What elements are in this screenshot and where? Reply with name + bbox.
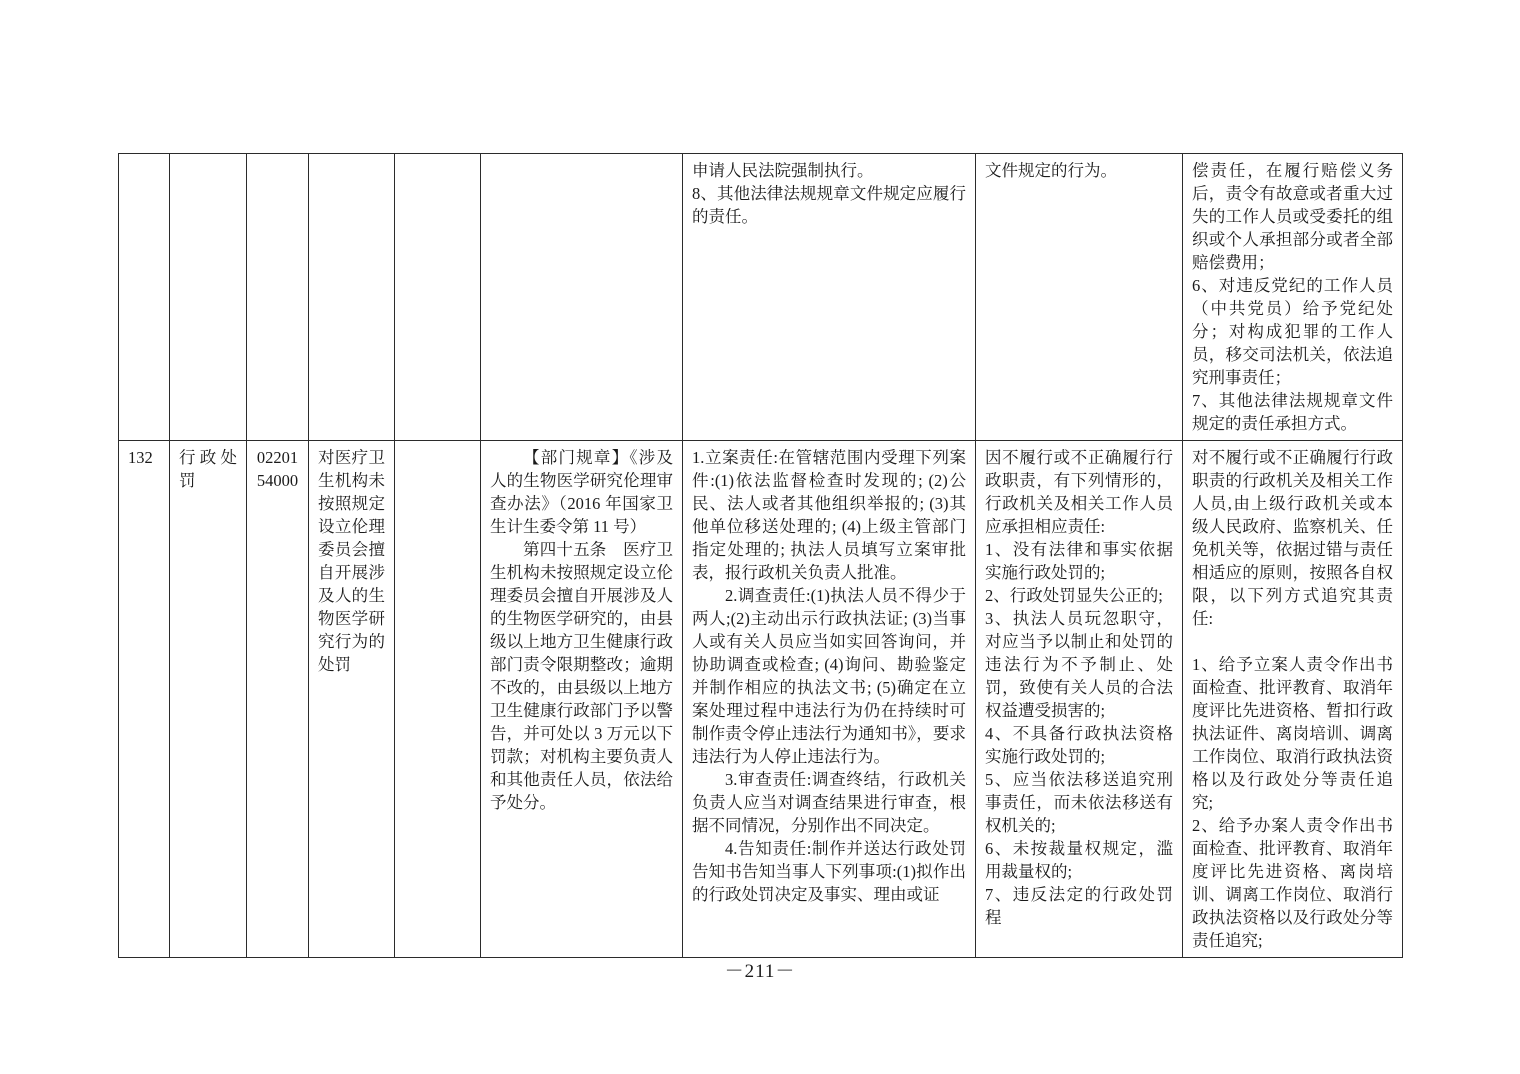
sequence-number-cell bbox=[119, 441, 170, 958]
empty-basis-cell bbox=[481, 154, 683, 441]
empty-code-cell bbox=[247, 154, 309, 441]
page-number: －211－ bbox=[724, 961, 796, 982]
paragraph: 第四十五条 医疗卫生机构未按照规定设立伦理委员会擅自开展涉及人的生物医学研究的，由县级以上地方卫生健康行政部门责令限期整改；逾期不改的，由县级以上地方卫生健康行政部门予以警告，并可处以 3 万元以下罚款；对机构主要负责人和其他责任人员，依法给予处分。 bbox=[490, 540, 673, 812]
paragraph: 3.审查责任:调查终结，行政机关负责人应当对调查结果进行审查，根据不同情况，分别作出不同决定。 bbox=[692, 770, 966, 835]
paragraph: 8、其他法律法规规章文件规定应履行的责任。 bbox=[692, 184, 966, 226]
paragraph: 3、执法人员玩忽职守，对应当予以制止和处罚的违法行为不予制止、处罚，致使有关人员的合法权益遭受损害的; bbox=[985, 609, 1173, 720]
paragraph: 1、给予立案人责令作出书面检查、批评教育、取消年度评比先进资格、暂扣行政执法证件、离岗培训、调离工作岗位、取消行政执法资格以及行政处分等责任追究; bbox=[1192, 655, 1393, 812]
empty-type-cell bbox=[170, 154, 247, 441]
paragraph: 6、未按裁量权规定，滥用裁量权的; bbox=[985, 839, 1173, 881]
legal-basis-cell bbox=[481, 441, 683, 958]
duty-cell bbox=[683, 441, 976, 958]
paragraph: 7、违反法定的行政处罚程 bbox=[985, 885, 1173, 927]
paragraph: 【部门规章】《涉及人的生物医学研究伦理审查办法》（2016 年国家卫生计生委令第 11 号） bbox=[490, 448, 673, 536]
sequence-number: 132 bbox=[128, 448, 153, 467]
paragraph: 1、没有法律和事实依据实施行政处罚的; bbox=[985, 540, 1173, 582]
paragraph: 2、行政处罚显失公正的; bbox=[985, 586, 1163, 605]
paragraph: 6、对违反党纪的工作人员（中共党员）给予党纪处分；对构成犯罪的工作人员，移交司法机关，依法追究刑事责任； bbox=[1192, 276, 1393, 387]
penalty-type: 行政处罚 bbox=[179, 448, 237, 490]
power-name: 对医疗卫生机构未按照规定设立伦理委员会擅自开展涉及人的生物医学研究行为的处罚 bbox=[318, 448, 385, 674]
paragraph: 偿责任，在履行赔偿义务后，责令有故意或者重大过失的工作人员或受委托的组织或个人承担部分或者全部赔偿费用； bbox=[1192, 161, 1393, 272]
paragraph: 对不履行或不正确履行行政职责的行政机关及相关工作人员,由上级行政机关或本级人民政府、监察机关、任免机关等，依据过错与责任相适应的原则，按照各自权限，以下列方式追究其责任: bbox=[1192, 448, 1393, 628]
empty-seq-cell bbox=[119, 154, 170, 441]
paragraph: 1.立案责任:在管辖范围内受理下列案件:(1)依法监督检查时发现的; (2)公民、法人或者其他组织举报的; (3)其他单位移送处理的; (4)上级主管部门指定处理的; 执法人员填写立案审批表，报行政机关负责人批准。 bbox=[692, 448, 966, 582]
empty-subitem-cell bbox=[395, 441, 481, 958]
power-name-cell bbox=[309, 441, 395, 958]
pursuit-cell-continuation bbox=[1183, 154, 1403, 441]
penalty-duty-table bbox=[118, 153, 1403, 958]
liability-cell-continuation bbox=[976, 154, 1183, 441]
power-code-cell bbox=[247, 441, 309, 958]
liability-cell bbox=[976, 441, 1183, 958]
duty-cell-continuation bbox=[683, 154, 976, 441]
paragraph: 申请人民法院强制执行。 bbox=[692, 161, 874, 180]
power-code-line1: 02201 bbox=[256, 448, 299, 467]
pursuit-cell bbox=[1183, 441, 1403, 958]
paragraph: 因不履行或不正确履行行政职责，有下列情形的，行政机关及相关工作人员应承担相应责任: bbox=[985, 448, 1173, 536]
penalty-type-cell bbox=[170, 441, 247, 958]
paragraph: 2.调查责任:(1)执法人员不得少于两人;(2)主动出示行政执法证; (3)当事人或有关人员应当如实回答询问，并协助调查或检查; (4)询问、勘验鉴定并制作相应的执法文书; (5)确定在立案处理过程中违法行为仍在持续时可制作责令停止违法行为通知书》，要求违法行为人停止违法行为。 bbox=[692, 586, 966, 766]
empty-subitem-cell bbox=[395, 154, 481, 441]
paragraph: 2、给予办案人责令作出书面检查、批评教育、取消年度评比先进资格、离岗培训、调离工作岗位、取消行政执法资格以及行政处分等责任追究; bbox=[1192, 816, 1393, 950]
paragraph: 文件规定的行为。 bbox=[985, 161, 1117, 180]
paragraph: 7、其他法律法规规章文件规定的责任承担方式。 bbox=[1192, 391, 1393, 433]
table-row-previous-continuation bbox=[119, 154, 1403, 441]
paragraph: 5、应当依法移送追究刑事责任，而未依法移送有权机关的; bbox=[985, 770, 1173, 835]
empty-name-cell bbox=[309, 154, 395, 441]
table-row-132 bbox=[119, 441, 1403, 958]
paragraph: 4、不具备行政执法资格实施行政处罚的; bbox=[985, 724, 1173, 766]
power-code-line2: 54000 bbox=[256, 471, 299, 490]
paragraph: 4.告知责任:制作并送达行政处罚告知书告知当事人下列事项:(1)拟作出的行政处罚决定及事实、理由或证 bbox=[692, 839, 966, 904]
